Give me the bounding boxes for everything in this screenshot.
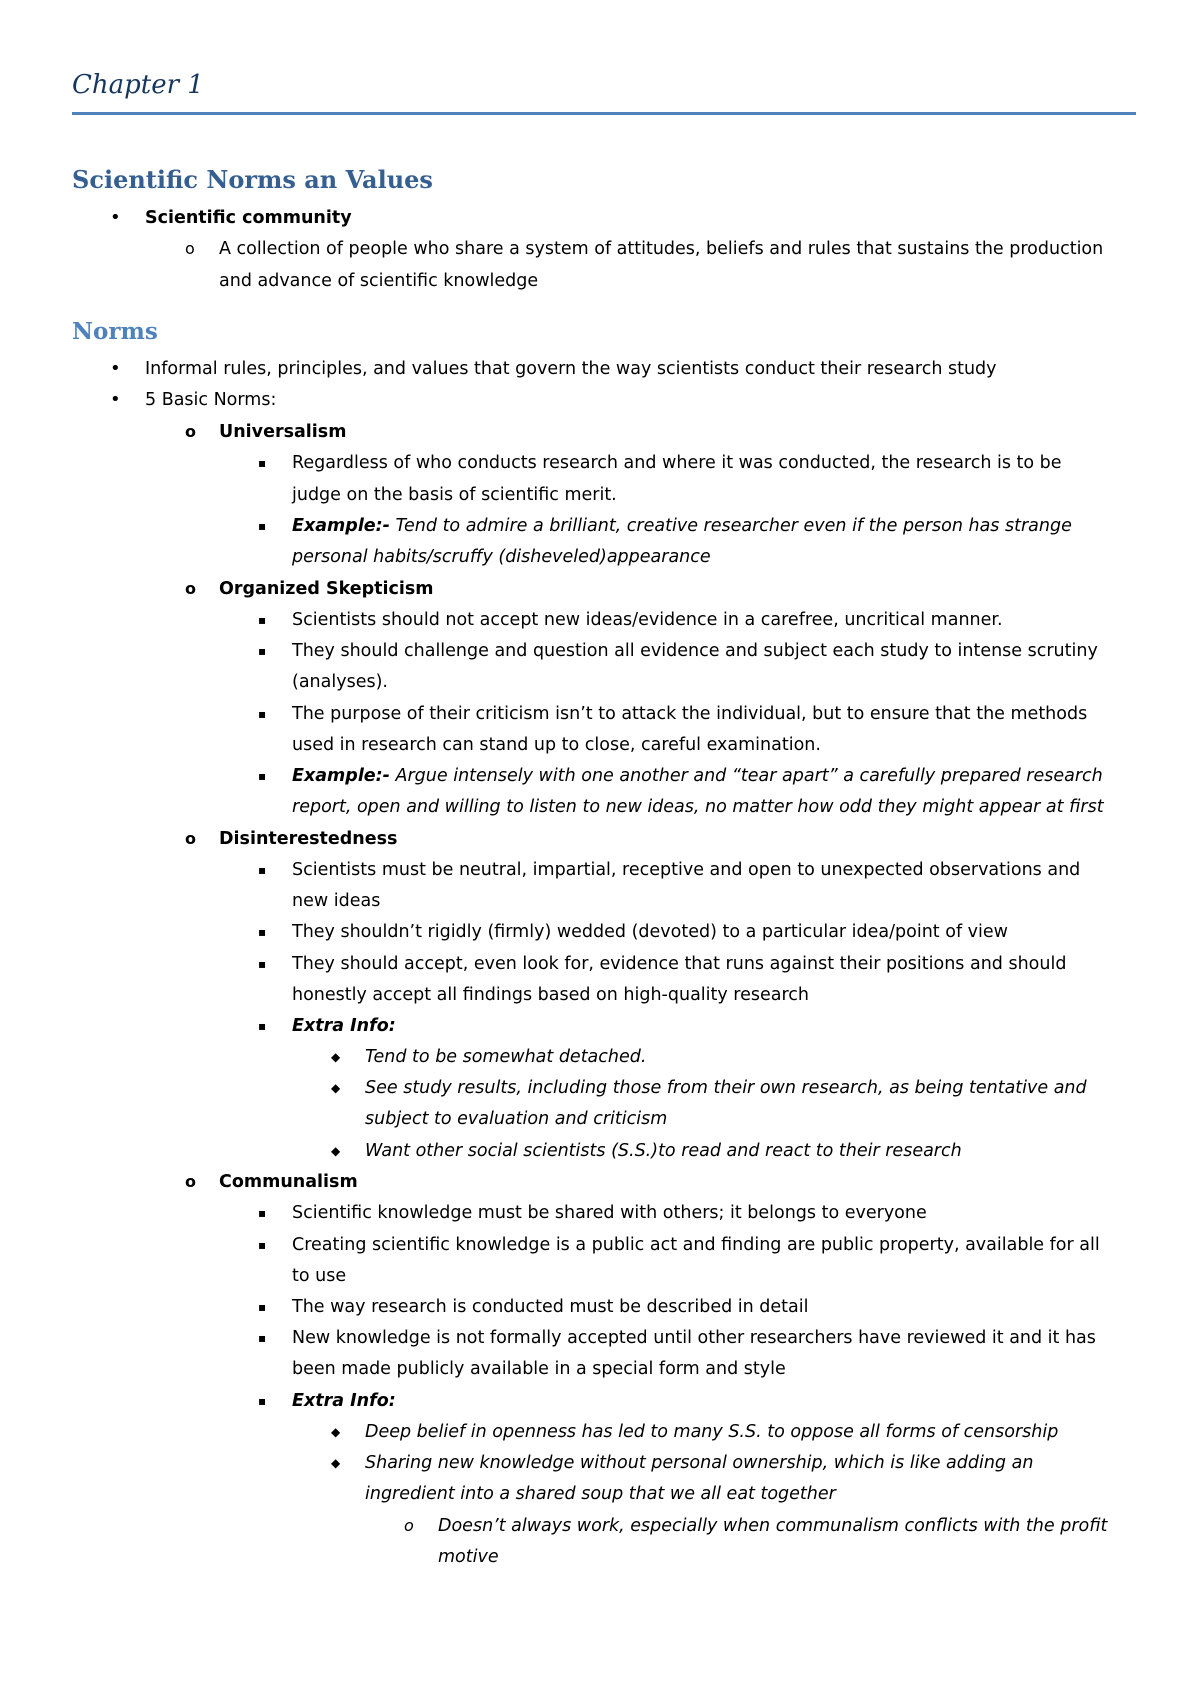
square-marker: ▪ <box>258 1300 267 1314</box>
diamond-marker: ◆ <box>331 1081 341 1095</box>
circle-marker: o <box>185 829 196 848</box>
norms-definition: Informal rules, principles, and values that govern the way scientists conduct their research study <box>145 359 997 379</box>
square-marker: ▪ <box>258 1238 267 1252</box>
extra-info-label: Extra Info: <box>292 1016 396 1036</box>
extra-info-item: See study results, including those from their own research, as being tentative and <box>365 1078 1087 1098</box>
square-marker: ▪ <box>258 957 267 971</box>
diamond-marker: ◆ <box>331 1144 341 1158</box>
community-definition-line: A collection of people who share a system of attitudes, beliefs and rules that sustains the production <box>219 239 1104 259</box>
skepticism-point: Scientists should not accept new ideas/evidence in a carefree, uncritical manner. <box>292 610 1003 630</box>
norms-heading: Norms <box>72 318 158 345</box>
square-marker: ▪ <box>258 1394 267 1408</box>
communalism-point: Creating scientific knowledge is a public act and finding are public property, available for all <box>292 1235 1100 1255</box>
extra-info-item: Sharing new knowledge without personal ownership, which is like adding an <box>365 1453 1034 1473</box>
diamond-marker: ◆ <box>331 1050 341 1064</box>
communalism-point: The way research is conducted must be described in detail <box>292 1297 809 1317</box>
square-marker: ▪ <box>258 1331 267 1345</box>
communalism-point: to use <box>292 1266 347 1286</box>
diamond-marker: ◆ <box>331 1425 341 1439</box>
square-marker: ▪ <box>258 1019 267 1033</box>
disinterestedness-point: They should accept, even look for, evidence that runs against their positions and should <box>292 954 1067 974</box>
disinterestedness-point: They shouldn’t rigidly (firmly) wedded (devoted) to a particular idea/point of view <box>292 922 1008 942</box>
square-marker: ▪ <box>258 519 267 533</box>
extra-info-item: Tend to be somewhat detached. <box>365 1047 647 1067</box>
sub-item: motive <box>438 1547 499 1567</box>
square-marker: ▪ <box>258 769 267 783</box>
disinterestedness-point: Scientists must be neutral, impartial, receptive and open to unexpected observations and <box>292 860 1081 880</box>
communalism-point: New knowledge is not formally accepted until other researchers have reviewed it and it has <box>292 1328 1096 1348</box>
sub-item: Doesn’t always work, especially when communalism conflicts with the profit <box>438 1516 1108 1536</box>
circle-marker: o <box>185 239 195 258</box>
skepticism-point: They should challenge and question all evidence and subject each study to intense scrutiny <box>292 641 1098 661</box>
square-marker: ▪ <box>258 925 267 939</box>
extra-info-item: Want other social scientists (S.S.)to read and react to their research <box>365 1141 962 1161</box>
skepticism-point: used in research can stand up to close, careful examination. <box>292 735 821 755</box>
square-marker: ▪ <box>258 863 267 877</box>
skepticism-example <box>292 765 1103 787</box>
universalism-title: Universalism <box>219 422 347 442</box>
disinterestedness-title: Disinterestedness <box>219 829 398 849</box>
universalism-example <box>292 515 1072 537</box>
communalism-title: Communalism <box>219 1172 358 1192</box>
extra-info-item: ingredient into a shared soup that we all eat together <box>365 1484 836 1504</box>
basic-norms-label: 5 Basic Norms: <box>145 390 277 410</box>
disinterestedness-point: new ideas <box>292 891 381 911</box>
square-marker: ▪ <box>258 644 267 658</box>
extra-info-label: Extra Info: <box>292 1391 396 1411</box>
page-title: Scientific Norms an Values <box>72 165 433 194</box>
example-label: Example:- <box>292 516 390 536</box>
communalism-point: been made publicly available in a special form and style <box>292 1359 786 1379</box>
circle-marker: o <box>185 1172 196 1191</box>
circle-marker: o <box>404 1516 414 1535</box>
extra-info-item: subject to evaluation and criticism <box>365 1109 668 1129</box>
bullet-marker: • <box>110 207 121 228</box>
diamond-marker: ◆ <box>331 1456 341 1470</box>
extra-info-item: Deep belief in openness has led to many S.S. to oppose all forms of censorship <box>365 1422 1059 1442</box>
universalism-point: Regardless of who conducts research and where it was conducted, the research is to be <box>292 453 1062 473</box>
example-text: Argue intensely with one another and “tear apart” a carefully prepared research <box>389 766 1103 786</box>
chapter-heading: Chapter 1 <box>72 70 204 100</box>
community-definition-line: and advance of scientific knowledge <box>219 271 539 291</box>
bullet-marker: • <box>110 389 121 410</box>
universalism-example: personal habits/scruffy (disheveled)appearance <box>292 547 711 567</box>
skepticism-point: (analyses). <box>292 672 388 692</box>
example-label: Example:- <box>292 766 390 786</box>
square-marker: ▪ <box>258 1206 267 1220</box>
square-marker: ▪ <box>258 613 267 627</box>
bullet-marker: • <box>110 358 121 379</box>
circle-marker: o <box>185 579 196 598</box>
skepticism-point: The purpose of their criticism isn’t to attack the individual, but to ensure that the methods <box>292 704 1088 724</box>
disinterestedness-point: honestly accept all findings based on high-quality research <box>292 985 810 1005</box>
square-marker: ▪ <box>258 707 267 721</box>
example-text: Tend to admire a brilliant, creative researcher even if the person has strange <box>389 516 1072 536</box>
universalism-point: judge on the basis of scientific merit. <box>292 485 617 505</box>
circle-marker: o <box>185 422 196 441</box>
heading-rule <box>72 112 1136 115</box>
communalism-point: Scientific knowledge must be shared with others; it belongs to everyone <box>292 1203 927 1223</box>
scientific-community-label: Scientific community <box>145 208 352 228</box>
skepticism-title: Organized Skepticism <box>219 579 434 599</box>
square-marker: ▪ <box>258 456 267 470</box>
skepticism-example: report, open and willing to listen to new ideas, no matter how odd they might appear at first <box>292 797 1104 817</box>
